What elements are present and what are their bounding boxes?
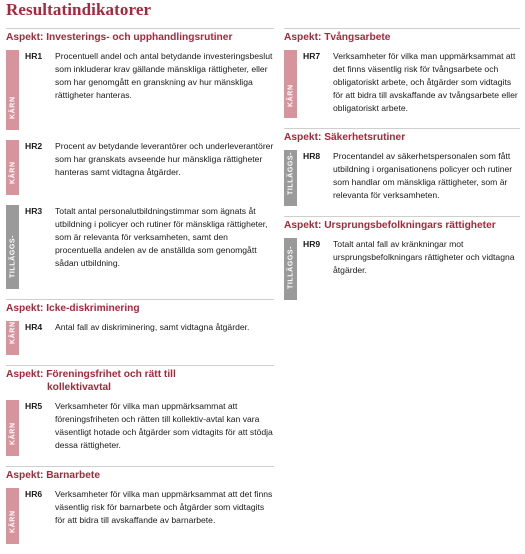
core-tag: KÄRN (284, 50, 297, 118)
indicator-text: Verksamheter för vilka man uppmärksammat att det finns väsentlig risk för tvångsarbete och obligatoriskt arbete, och åtgärder som vidtagits för att bidra till avskaffande av tvångsarbete eller obligatoriskt arbete. (333, 51, 518, 113)
section-non-discrimination (6, 299, 274, 355)
indicator-text: Totalt antal personalutbildningstimmar som ägnats åt utbildning i policyer och rutiner för mänskliga rättigheter, som är relevanta för verksamheten, samt den procentuella andelen av de anställda som genomgått sådan utbildning. (55, 206, 268, 268)
indicator-code: HR1 (25, 51, 43, 61)
aspect-heading: Aspekt: Tvångsarbete (284, 28, 520, 44)
indicator-text: Antal fall av diskriminering, samt vidtagna åtgärder. (55, 322, 250, 332)
section-investment (6, 28, 274, 289)
aspect-heading: Aspekt: Icke-diskriminering (6, 299, 274, 315)
indicator-code: HR8 (303, 151, 321, 161)
indicator-hr7 (284, 50, 520, 118)
indicator-text: Verksamheter för vilka man uppmärksammat att det finns väsentlig risk för barnarbete och åtgärder som vidtagits för att bidra till avskaffande av barnarbete. (55, 489, 273, 525)
indicator-text: Procent av betydande leverantörer och underleverantörer som har granskats avseende hur mänskliga rättigheter hanteras samt vidtagna åtgärder. (55, 141, 274, 177)
indicator-hr2 (6, 140, 274, 195)
aspect-heading: Aspekt: Föreningsfrihet och rätt till kollektivavtal (6, 365, 274, 394)
right-column (284, 28, 520, 310)
section-child-labour (6, 466, 274, 544)
left-column (6, 28, 274, 554)
indicator-text: Procentandel av säkerhetspersonalen som fått utbildning i organisationens policyer och rutiner som handlar om mänskliga rättigheter, som är relevanta för verksamheten. (333, 151, 513, 200)
additional-tag: TILLÄGGS- (284, 238, 297, 300)
core-tag: KÄRN (6, 50, 19, 130)
core-tag: KÄRN (6, 321, 19, 355)
indicator-hr5 (6, 400, 274, 456)
indicator-text: Procentuell andel och antal betydande investeringsbeslut som inkluderar krav gällande mänskliga rättigheter, eller som har genomgått en granskning av hur mänskliga rättigheter hanteras. (55, 51, 273, 100)
indicator-code: HR5 (25, 401, 43, 411)
indicator-code: HR7 (303, 51, 321, 61)
core-tag: KÄRN (6, 140, 19, 195)
section-indigenous-rights (284, 216, 520, 300)
indicator-code: HR9 (303, 239, 321, 249)
additional-tag: TILLÄGGS- (284, 150, 297, 206)
indicator-hr4 (6, 321, 274, 355)
core-tag: KÄRN (6, 400, 19, 456)
section-security (284, 128, 520, 206)
indicator-text: Verksamheter för vilka man uppmärksammat att föreningsfriheten och rätten till kollektiv-avtal kan vara väsentligt hotade och åtgärder som vidtagits för att stödja dessa rättigheter. (55, 401, 273, 450)
indicator-hr1 (6, 50, 274, 130)
additional-tag: TILLÄGGS- (6, 205, 19, 289)
section-forced-labour (284, 28, 520, 118)
indicator-hr3 (6, 205, 274, 289)
aspect-heading: Aspekt: Ursprungsbefolkningars rättigheter (284, 216, 520, 232)
core-tag: KÄRN (6, 488, 19, 544)
indicator-code: HR2 (25, 141, 43, 151)
indicator-code: HR4 (25, 322, 43, 332)
aspect-heading: Aspekt: Investerings- och upphandlingsrutiner (6, 28, 274, 44)
aspect-heading: Aspekt: Säkerhetsrutiner (284, 128, 520, 144)
indicator-hr8 (284, 150, 520, 206)
indicator-hr9 (284, 238, 520, 300)
page-title: Resultatindikatorer (6, 0, 152, 19)
indicator-code: HR3 (25, 206, 43, 216)
indicator-hr6 (6, 488, 274, 544)
indicator-code: HR6 (25, 489, 43, 499)
indicator-text: Totalt antal fall av kränkningar mot ursprungsbefolkningars rättigheter och vidtagna åtgärder. (333, 239, 515, 275)
aspect-heading: Aspekt: Barnarbete (6, 466, 274, 482)
section-freedom-of-association (6, 365, 274, 456)
